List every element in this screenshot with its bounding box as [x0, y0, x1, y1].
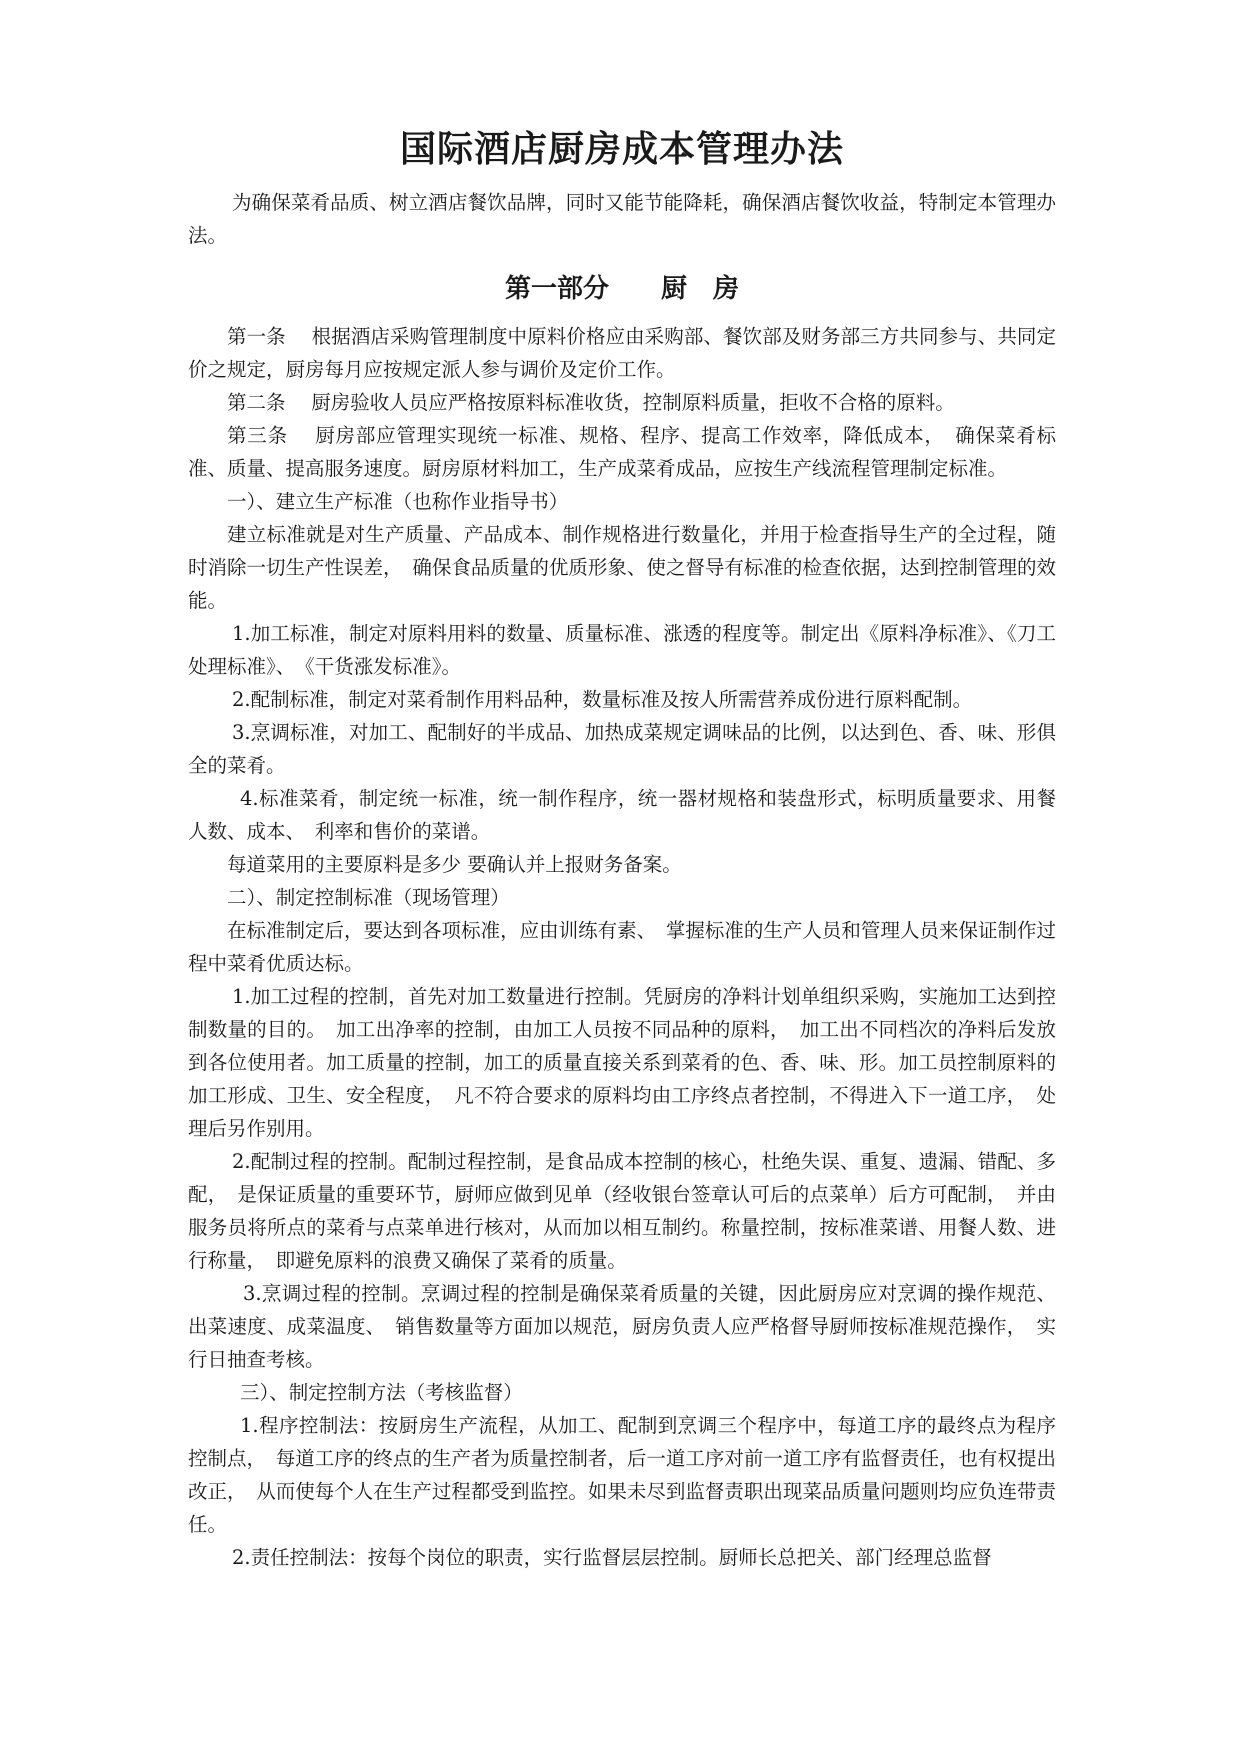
list-item: 1.加工过程的控制，首先对加工数量进行控制。凭厨房的净料计划单组织采购，实施加工达到控制数量的目的。 加工出净率的控制，由加工人员按不同品种的原料， 加工出不同档次的净料后发放到各位使用者。加工质量的控制，加工的质量直接关系到菜肴的色、香、味、形。加工员控制原料的加工形成、卫生、安全程度， 凡不符合要求的原料均由工序终点者控制，不得进入下一道工序， 处理后另作别用。 [188, 985, 1056, 1140]
list-item: 4.标准菜肴，制定统一标准，统一制作程序，统一器材规格和装盘形式，标明质量要求、用餐人数、成本、 利率和售价的菜谱。 [188, 787, 1056, 843]
document-body [188, 124, 1056, 1574]
document-title: 国际酒店厨房成本管理办法 [399, 128, 844, 170]
list-item: 2.责任控制法：按每个岗位的职责，实行监督层层控制。厨师长总把关、部门经理总监督 [232, 1546, 992, 1569]
list-item: 1.程序控制法：按厨房生产流程，从加工、配制到烹调三个程序中，每道工序的最终点为程序控制点， 每道工序的终点的生产者为质量控制者，后一道工序对前一道工序有监督责任，也有权提出改正， 从而使每个人在生产过程都受到监控。如果未尽到监督责职出现菜品质量问题则均应负连带责任。 [188, 1414, 1056, 1536]
article-2: 第二条 厨房验收人员应严格按原料标准收货，控制原料质量，拒收不合格的原料。 [227, 391, 955, 414]
subheading-control-methods: 三）、制定控制方法（考核监督） [240, 1381, 523, 1404]
intro-paragraph: 为确保菜肴品质、树立酒店餐饮品牌，同时又能节能降耗，确保酒店餐饮收益，特制定本管理办法。 [188, 191, 1056, 247]
paragraph: 每道菜用的主要原料是多少 要确认并上报财务备案。 [227, 853, 682, 876]
list-item: 2.配制标准，制定对菜肴制作用料品种，数量标准及按人所需营养成份进行原料配制。 [232, 688, 973, 711]
list-item: 3.烹调过程的控制。烹调过程的控制是确保菜肴质量的关键，因此厨房应对烹调的操作规范、出菜速度、成菜温度、 销售数量等方面加以规范，厨房负责人应严格督导厨师按标准规范操作， 实行日抽查考核。 [188, 1282, 1056, 1371]
section-title: 第一部分 厨 房 [504, 274, 739, 304]
paragraph: 在标准制定后，要达到各项标准，应由训练有素、 掌握标准的生产人员和管理人员来保证制作过程中菜肴优质达标。 [188, 919, 1056, 975]
list-item: 3.烹调标准，对加工、配制好的半成品、加热成菜规定调味品的比例，以达到色、香、味、形俱全的菜肴。 [188, 721, 1056, 777]
article-3: 第三条 厨房部应管理实现统一标准、规格、程序、提高工作效率，降低成本， 确保菜肴标准、质量、提高服务速度。厨房原材料加工，生产成菜肴成品，应按生产线流程管理制定标准。 [188, 424, 1056, 480]
subheading-control-standards: 二）、制定控制标准（现场管理） [227, 886, 510, 909]
list-item: 1.加工标准，制定对原料用料的数量、质量标准、涨透的程度等。制定出《原料净标准》、《刀工处理标准》、 《干货涨发标准》。 [188, 622, 1056, 678]
list-item: 2.配制过程的控制。配制过程控制，是食品成本控制的核心，杜绝失误、重复、遗漏、错配、多配， 是保证质量的重要环节，厨师应做到见单（经收银台签章认可后的点菜单）后方可配制， 并由服务员将所点的菜肴与点菜单进行核对，从而加以相互制约。称量控制，按标准菜谱、用餐人数、进行称量， 即避免原料的浪费又确保了菜肴的质量。 [188, 1150, 1056, 1272]
article-1: 第一条 根据酒店采购管理制度中原料价格应由采购部、餐饮部及财务部三方共同参与、共同定价之规定，厨房每月应按规定派人参与调价及定价工作。 [188, 325, 1056, 381]
paragraph: 建立标准就是对生产质量、产品成本、制作规格进行数量化，并用于检查指导生产的全过程，随时消除一切生产性误差， 确保食品质量的优质形象、使之督导有标准的检查依据，达到控制管理的效能。 [188, 523, 1056, 612]
subheading-production-standards: 一）、建立生产标准（也称作业指导书） [227, 490, 569, 513]
